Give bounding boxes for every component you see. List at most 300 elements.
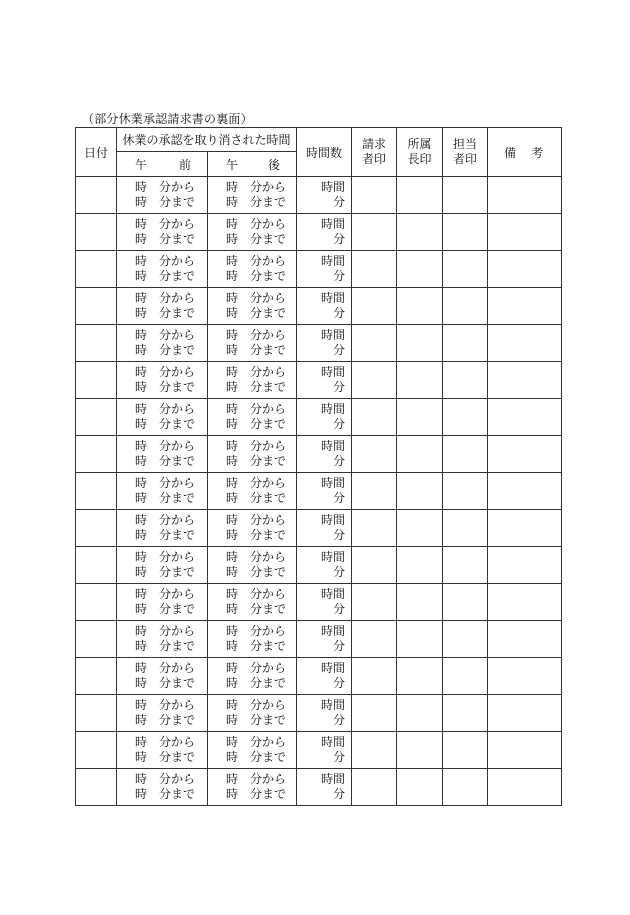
pm-from-minute-label: 分から (250, 624, 287, 638)
staff-seal-cell[interactable] (443, 510, 488, 547)
pm-from-minute-label: 分から (250, 513, 287, 527)
pm-header (208, 152, 297, 177)
staff-seal-cell[interactable] (443, 621, 488, 658)
staff-seal-cell[interactable] (443, 288, 488, 325)
duration-minutes-label: 分 (333, 454, 346, 468)
am-time-cell[interactable] (117, 251, 208, 288)
requester-seal-header (352, 128, 397, 177)
pm-from-hour-label: 時 (226, 661, 239, 675)
am-from-hour-label: 時 (135, 291, 148, 305)
requester-seal-line1: 請求 (362, 137, 387, 151)
staff-seal-cell[interactable] (443, 769, 488, 806)
staff-seal-cell[interactable] (443, 214, 488, 251)
duration-minutes-label: 分 (333, 676, 346, 690)
pm-to-minute-label: 分まで (250, 639, 287, 653)
am-to-minute-label: 分まで (159, 602, 196, 616)
am-to-hour-label: 時 (135, 417, 148, 431)
duration-minutes-label: 分 (333, 528, 346, 542)
dept-head-seal-line1: 所属 (407, 137, 432, 151)
date-cell[interactable] (76, 473, 117, 510)
am-from-hour-label: 時 (135, 550, 148, 564)
table-row (76, 621, 562, 658)
remarks-cell[interactable] (488, 695, 562, 732)
pm-from-minute-label: 分から (250, 698, 287, 712)
pm-to-hour-label: 時 (226, 565, 239, 579)
pm-to-minute-label: 分まで (250, 491, 287, 505)
duration-hours-label: 時間 (321, 698, 346, 712)
pm-from-minute-label: 分から (250, 735, 287, 749)
requester-seal-cell[interactable] (352, 399, 397, 436)
pm-to-hour-label: 時 (226, 750, 239, 764)
pm-to-minute-label: 分まで (250, 454, 287, 468)
am-time-cell[interactable] (117, 436, 208, 473)
am-to-hour-label: 時 (135, 787, 148, 801)
am-from-hour-label: 時 (135, 624, 148, 638)
pm-time-cell[interactable] (208, 436, 297, 473)
pm-to-minute-label: 分まで (250, 528, 287, 542)
date-cell[interactable] (76, 547, 117, 584)
am-from-hour-label: 時 (135, 180, 148, 194)
pm-from-hour-label: 時 (226, 772, 239, 786)
am-from-minute-label: 分から (159, 587, 196, 601)
date-cell[interactable] (76, 214, 117, 251)
staff-seal-cell[interactable] (443, 436, 488, 473)
requester-seal-cell[interactable] (352, 769, 397, 806)
table-row (76, 177, 562, 214)
remarks-cell[interactable] (488, 288, 562, 325)
dept-head-seal-cell[interactable] (397, 288, 443, 325)
pm-to-hour-label: 時 (226, 380, 239, 394)
am-time-cell[interactable] (117, 547, 208, 584)
pm-time-cell[interactable] (208, 584, 297, 621)
am-from-hour-label: 時 (135, 402, 148, 416)
am-from-minute-label: 分から (159, 476, 196, 490)
requester-seal-cell[interactable] (352, 177, 397, 214)
dept-head-seal-cell[interactable] (397, 547, 443, 584)
am-to-minute-label: 分まで (159, 343, 196, 357)
table-row (76, 732, 562, 769)
am-from-minute-label: 分から (159, 291, 196, 305)
staff-seal-header (443, 128, 488, 177)
duration-cell[interactable] (297, 288, 352, 325)
date-cell[interactable] (76, 510, 117, 547)
date-cell[interactable] (76, 288, 117, 325)
am-time-cell[interactable] (117, 732, 208, 769)
am-from-hour-label: 時 (135, 513, 148, 527)
pm-time-cell[interactable] (208, 251, 297, 288)
pm-to-hour-label: 時 (226, 676, 239, 690)
am-time-cell[interactable] (117, 658, 208, 695)
pm-from-hour-label: 時 (226, 513, 239, 527)
date-cell[interactable] (76, 695, 117, 732)
pm-to-hour-label: 時 (226, 528, 239, 542)
am-time-cell[interactable] (117, 695, 208, 732)
requester-seal-cell[interactable] (352, 251, 397, 288)
pm-to-minute-label: 分まで (250, 750, 287, 764)
pm-time-cell[interactable] (208, 473, 297, 510)
am-time-cell[interactable] (117, 362, 208, 399)
pm-to-minute-label: 分まで (250, 306, 287, 320)
am-to-minute-label: 分まで (159, 528, 196, 542)
duration-minutes-label: 分 (333, 750, 346, 764)
duration-minutes-label: 分 (333, 306, 346, 320)
pm-from-hour-label: 時 (226, 587, 239, 601)
pm-from-minute-label: 分から (250, 291, 287, 305)
am-from-minute-label: 分から (159, 402, 196, 416)
pm-to-minute-label: 分まで (250, 713, 287, 727)
duration-cell[interactable] (297, 695, 352, 732)
pm-from-minute-label: 分から (250, 180, 287, 194)
am-char-2: 前 (178, 157, 191, 172)
duration-cell[interactable] (297, 732, 352, 769)
duration-hours-label: 時間 (321, 550, 346, 564)
am-to-minute-label: 分まで (159, 491, 196, 505)
pm-from-hour-label: 時 (226, 402, 239, 416)
pm-from-hour-label: 時 (226, 180, 239, 194)
remarks-cell[interactable] (488, 325, 562, 362)
pm-from-hour-label: 時 (226, 550, 239, 564)
pm-to-hour-label: 時 (226, 195, 239, 209)
duration-minutes-label: 分 (333, 417, 346, 431)
pm-from-hour-label: 時 (226, 365, 239, 379)
pm-from-minute-label: 分から (250, 587, 287, 601)
am-time-cell[interactable] (117, 177, 208, 214)
duration-cell[interactable] (297, 177, 352, 214)
remarks-cell[interactable] (488, 362, 562, 399)
staff-seal-cell[interactable] (443, 658, 488, 695)
dept-head-seal-cell[interactable] (397, 251, 443, 288)
am-to-hour-label: 時 (135, 528, 148, 542)
pm-to-minute-label: 分まで (250, 343, 287, 357)
table-row (76, 251, 562, 288)
am-to-minute-label: 分まで (159, 565, 196, 579)
am-from-hour-label: 時 (135, 328, 148, 342)
staff-seal-cell[interactable] (443, 473, 488, 510)
pm-char-1: 午 (226, 157, 239, 172)
pm-to-minute-label: 分まで (250, 195, 287, 209)
duration-minutes-label: 分 (333, 565, 346, 579)
pm-to-minute-label: 分まで (250, 232, 287, 246)
am-to-minute-label: 分まで (159, 639, 196, 653)
dept-head-seal-cell[interactable] (397, 510, 443, 547)
am-to-minute-label: 分まで (159, 306, 196, 320)
table-row (76, 288, 562, 325)
duration-hours-label: 時間 (321, 180, 346, 194)
requester-seal-cell[interactable] (352, 473, 397, 510)
am-to-minute-label: 分まで (159, 232, 196, 246)
requester-seal-cell[interactable] (352, 436, 397, 473)
pm-to-minute-label: 分まで (250, 380, 287, 394)
pm-to-hour-label: 時 (226, 713, 239, 727)
pm-time-cell[interactable] (208, 621, 297, 658)
remarks-cell[interactable] (488, 510, 562, 547)
pm-time-cell[interactable] (208, 325, 297, 362)
dept-head-seal-header (397, 128, 443, 177)
am-time-cell[interactable] (117, 399, 208, 436)
remarks-cell[interactable] (488, 769, 562, 806)
dept-head-seal-cell[interactable] (397, 769, 443, 806)
date-cell[interactable] (76, 325, 117, 362)
am-from-minute-label: 分から (159, 439, 196, 453)
am-to-hour-label: 時 (135, 676, 148, 690)
date-cell[interactable] (76, 732, 117, 769)
am-time-cell[interactable] (117, 473, 208, 510)
dept-head-seal-cell[interactable] (397, 436, 443, 473)
cancellation-record-table (75, 127, 562, 806)
duration-minutes-label: 分 (333, 713, 346, 727)
date-cell[interactable] (76, 362, 117, 399)
staff-seal-line2: 者印 (453, 152, 478, 166)
am-from-minute-label: 分から (159, 661, 196, 675)
am-from-hour-label: 時 (135, 254, 148, 268)
pm-to-hour-label: 時 (226, 417, 239, 431)
am-to-hour-label: 時 (135, 750, 148, 764)
pm-time-cell[interactable] (208, 399, 297, 436)
pm-time-cell[interactable] (208, 288, 297, 325)
requester-seal-line2: 者印 (362, 152, 387, 166)
duration-minutes-label: 分 (333, 269, 346, 283)
duration-cell[interactable] (297, 214, 352, 251)
date-header: 日付 (76, 128, 117, 177)
staff-seal-cell[interactable] (443, 362, 488, 399)
requester-seal-cell[interactable] (352, 288, 397, 325)
pm-from-hour-label: 時 (226, 735, 239, 749)
pm-time-cell[interactable] (208, 769, 297, 806)
am-from-hour-label: 時 (135, 365, 148, 379)
table-row (76, 769, 562, 806)
duration-cell[interactable] (297, 473, 352, 510)
am-to-minute-label: 分まで (159, 417, 196, 431)
remarks-cell[interactable] (488, 547, 562, 584)
table-row (76, 399, 562, 436)
requester-seal-cell[interactable] (352, 658, 397, 695)
am-time-cell[interactable] (117, 325, 208, 362)
pm-to-hour-label: 時 (226, 269, 239, 283)
dept-head-seal-cell[interactable] (397, 658, 443, 695)
duration-cell[interactable] (297, 658, 352, 695)
am-to-minute-label: 分まで (159, 454, 196, 468)
pm-to-minute-label: 分まで (250, 787, 287, 801)
remarks-cell[interactable] (488, 436, 562, 473)
am-to-hour-label: 時 (135, 306, 148, 320)
am-time-cell[interactable] (117, 621, 208, 658)
pm-to-hour-label: 時 (226, 602, 239, 616)
staff-seal-cell[interactable] (443, 732, 488, 769)
am-to-hour-label: 時 (135, 602, 148, 616)
am-to-minute-label: 分まで (159, 380, 196, 394)
date-cell[interactable] (76, 177, 117, 214)
pm-char-2: 後 (268, 157, 281, 172)
staff-seal-cell[interactable] (443, 177, 488, 214)
date-cell[interactable] (76, 584, 117, 621)
dept-head-seal-cell[interactable] (397, 584, 443, 621)
am-to-minute-label: 分まで (159, 750, 196, 764)
pm-time-cell[interactable] (208, 732, 297, 769)
dept-head-seal-line2: 長印 (407, 152, 432, 166)
duration-hours-label: 時間 (321, 513, 346, 527)
staff-seal-cell[interactable] (443, 547, 488, 584)
am-from-minute-label: 分から (159, 624, 196, 638)
duration-cell[interactable] (297, 510, 352, 547)
pm-from-hour-label: 時 (226, 476, 239, 490)
table-row (76, 584, 562, 621)
staff-seal-cell[interactable] (443, 325, 488, 362)
pm-to-hour-label: 時 (226, 491, 239, 505)
pm-from-minute-label: 分から (250, 217, 287, 231)
duration-cell[interactable] (297, 362, 352, 399)
remarks-char-1: 備 (504, 145, 517, 160)
pm-time-cell[interactable] (208, 362, 297, 399)
pm-to-minute-label: 分まで (250, 676, 287, 690)
remarks-cell[interactable] (488, 473, 562, 510)
dept-head-seal-cell[interactable] (397, 214, 443, 251)
pm-to-hour-label: 時 (226, 343, 239, 357)
date-cell[interactable] (76, 658, 117, 695)
requester-seal-cell[interactable] (352, 732, 397, 769)
am-from-minute-label: 分から (159, 217, 196, 231)
am-from-hour-label: 時 (135, 661, 148, 675)
pm-time-cell[interactable] (208, 510, 297, 547)
table-row (76, 658, 562, 695)
staff-seal-cell[interactable] (443, 399, 488, 436)
table-row (76, 473, 562, 510)
am-to-hour-label: 時 (135, 269, 148, 283)
remarks-cell[interactable] (488, 584, 562, 621)
staff-seal-cell[interactable] (443, 584, 488, 621)
duration-minutes-label: 分 (333, 232, 346, 246)
am-from-hour-label: 時 (135, 698, 148, 712)
duration-cell[interactable] (297, 399, 352, 436)
duration-hours-label: 時間 (321, 328, 346, 342)
date-cell[interactable] (76, 251, 117, 288)
am-to-minute-label: 分まで (159, 195, 196, 209)
table-row (76, 695, 562, 732)
duration-cell[interactable] (297, 584, 352, 621)
am-to-minute-label: 分まで (159, 713, 196, 727)
duration-cell[interactable] (297, 436, 352, 473)
pm-to-hour-label: 時 (226, 787, 239, 801)
requester-seal-cell[interactable] (352, 214, 397, 251)
duration-minutes-label: 分 (333, 380, 346, 394)
am-to-hour-label: 時 (135, 232, 148, 246)
am-from-hour-label: 時 (135, 217, 148, 231)
am-from-minute-label: 分から (159, 698, 196, 712)
duration-hours-label: 時間 (321, 254, 346, 268)
pm-to-minute-label: 分まで (250, 565, 287, 579)
pm-from-minute-label: 分から (250, 328, 287, 342)
requester-seal-cell[interactable] (352, 362, 397, 399)
remarks-header (488, 128, 562, 177)
date-cell[interactable] (76, 769, 117, 806)
remarks-char-2: 考 (531, 145, 544, 160)
dept-head-seal-cell[interactable] (397, 325, 443, 362)
remarks-cell[interactable] (488, 658, 562, 695)
am-time-cell[interactable] (117, 769, 208, 806)
requester-seal-cell[interactable] (352, 621, 397, 658)
duration-hours-label: 時間 (321, 217, 346, 231)
remarks-cell[interactable] (488, 214, 562, 251)
date-cell[interactable] (76, 399, 117, 436)
pm-time-cell[interactable] (208, 547, 297, 584)
duration-hours-label: 時間 (321, 402, 346, 416)
am-time-cell[interactable] (117, 214, 208, 251)
pm-to-minute-label: 分まで (250, 417, 287, 431)
dept-head-seal-cell[interactable] (397, 732, 443, 769)
requester-seal-cell[interactable] (352, 547, 397, 584)
remarks-cell[interactable] (488, 177, 562, 214)
pm-to-minute-label: 分まで (250, 269, 287, 283)
am-time-cell[interactable] (117, 288, 208, 325)
duration-hours-label: 時間 (321, 476, 346, 490)
staff-seal-cell[interactable] (443, 695, 488, 732)
am-to-minute-label: 分まで (159, 269, 196, 283)
am-header (117, 152, 208, 177)
duration-hours-label: 時間 (321, 365, 346, 379)
am-to-minute-label: 分まで (159, 676, 196, 690)
am-to-hour-label: 時 (135, 454, 148, 468)
dept-head-seal-cell[interactable] (397, 399, 443, 436)
am-from-hour-label: 時 (135, 476, 148, 490)
dept-head-seal-cell[interactable] (397, 362, 443, 399)
pm-from-hour-label: 時 (226, 328, 239, 342)
pm-time-cell[interactable] (208, 214, 297, 251)
duration-minutes-label: 分 (333, 639, 346, 653)
requester-seal-cell[interactable] (352, 325, 397, 362)
remarks-cell[interactable] (488, 251, 562, 288)
table-row (76, 214, 562, 251)
am-from-hour-label: 時 (135, 439, 148, 453)
dept-head-seal-cell[interactable] (397, 177, 443, 214)
pm-to-hour-label: 時 (226, 639, 239, 653)
am-from-minute-label: 分から (159, 254, 196, 268)
remarks-cell[interactable] (488, 399, 562, 436)
pm-from-hour-label: 時 (226, 254, 239, 268)
duration-minutes-label: 分 (333, 195, 346, 209)
remarks-cell[interactable] (488, 732, 562, 769)
requester-seal-cell[interactable] (352, 510, 397, 547)
pm-from-hour-label: 時 (226, 217, 239, 231)
duration-cell[interactable] (297, 251, 352, 288)
am-to-hour-label: 時 (135, 195, 148, 209)
dept-head-seal-cell[interactable] (397, 695, 443, 732)
am-time-cell[interactable] (117, 510, 208, 547)
date-cell[interactable] (76, 436, 117, 473)
duration-cell[interactable] (297, 325, 352, 362)
pm-time-cell[interactable] (208, 177, 297, 214)
requester-seal-cell[interactable] (352, 695, 397, 732)
pm-time-cell[interactable] (208, 695, 297, 732)
table-row (76, 547, 562, 584)
duration-minutes-label: 分 (333, 491, 346, 505)
duration-cell[interactable] (297, 769, 352, 806)
dept-head-seal-cell[interactable] (397, 621, 443, 658)
pm-from-minute-label: 分から (250, 254, 287, 268)
am-time-cell[interactable] (117, 584, 208, 621)
am-from-minute-label: 分から (159, 328, 196, 342)
dept-head-seal-cell[interactable] (397, 473, 443, 510)
hours-header: 時間数 (297, 128, 352, 177)
staff-seal-cell[interactable] (443, 251, 488, 288)
pm-time-cell[interactable] (208, 658, 297, 695)
am-from-minute-label: 分から (159, 735, 196, 749)
duration-cell[interactable] (297, 621, 352, 658)
remarks-cell[interactable] (488, 621, 562, 658)
date-cell[interactable] (76, 621, 117, 658)
requester-seal-cell[interactable] (352, 584, 397, 621)
pm-from-minute-label: 分から (250, 661, 287, 675)
duration-cell[interactable] (297, 547, 352, 584)
am-to-minute-label: 分まで (159, 787, 196, 801)
